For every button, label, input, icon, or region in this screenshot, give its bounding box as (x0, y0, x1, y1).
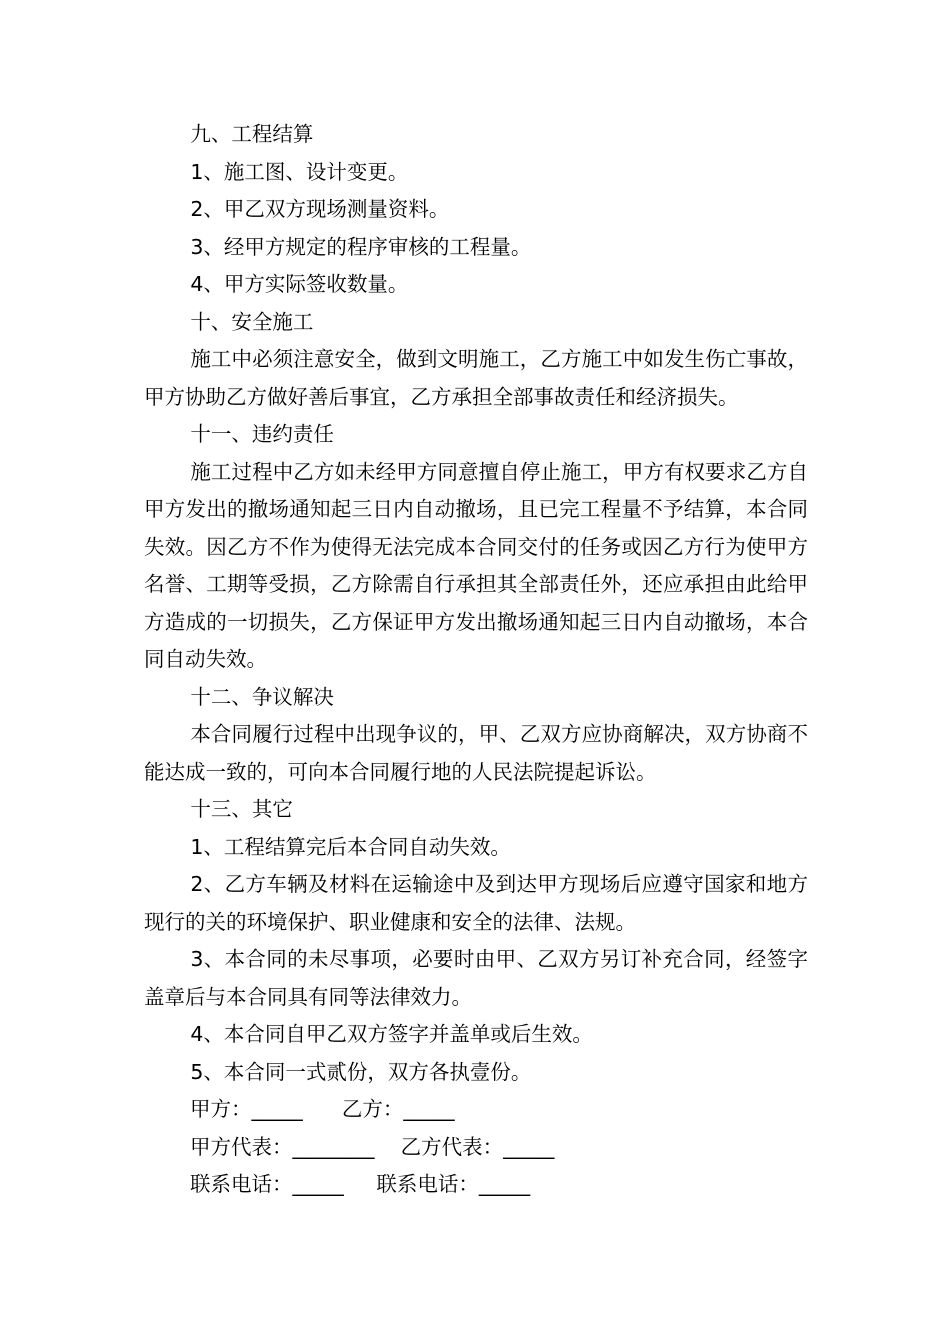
other-item-5: 5、本合同一式贰份，双方各执壹份。 (190, 1059, 532, 1084)
safety-paragraph: 施工中必须注意安全，做到文明施工，乙方施工中如发生伤亡事故，甲方协助乙方做好善后事宜，乙方承担全部事故责任和经济损失。 (144, 347, 808, 409)
section-heading-safety: 十、安全施工 (190, 309, 314, 334)
signature-representative-line: 甲方代表：________ 乙方代表：_____ (190, 1134, 555, 1159)
breach-paragraph: 施工过程中乙方如未经甲方同意擅自停止施工，甲方有权要求乙方自甲方发出的撤场通知起三日内自动撤场，且已完工程量不予结算，本合同失效。因乙方不作为使得无法完成本合同交付的任务或因乙方行为使甲方名誉、工期等受损，乙方除需自行承担其全部责任外，还应承担由此给甲方造成的一切损失，乙方保证甲方发出撤场通知起三日内自动撤场，本合同自动失效。 (144, 459, 808, 671)
dispute-paragraph: 本合同履行过程中出现争议的，甲、乙双方应协商解决，双方协商不能达成一致的，可向本合同履行地的人民法院提起诉讼。 (144, 722, 808, 784)
other-item-3: 3、本合同的未尽事项，必要时由甲、乙双方另订补充合同，经签字盖章后与本合同具有同等法律效力。 (144, 947, 808, 1009)
section-heading-breach: 十一、违约责任 (190, 422, 334, 446)
settlement-item-1: 1、施工图、设计变更。 (190, 159, 409, 184)
section-heading-other: 十三、其它 (190, 797, 293, 821)
other-item-2: 2、乙方车辆及材料在运输途中及到达甲方现场后应遵守国家和地方现行的关的环境保护、职业健康和安全的法律、法规。 (144, 872, 808, 934)
settlement-item-2: 2、甲乙双方现场测量资料。 (190, 197, 450, 221)
settlement-item-4: 4、甲方实际签收数量。 (190, 272, 409, 296)
other-item-1: 1、工程结算完后本合同自动失效。 (190, 834, 511, 859)
section-heading-settlement: 九、工程结算 (190, 122, 314, 146)
other-item-4: 4、本合同自甲乙双方签字并盖单或后生效。 (190, 1022, 593, 1046)
settlement-item-3: 3、经甲方规定的程序审核的工程量。 (190, 234, 532, 259)
section-heading-dispute: 十二、争议解决 (190, 684, 334, 709)
signature-phone-line: 联系电话：_____ 联系电话：_____ (190, 1172, 531, 1196)
contract-page (144, 116, 808, 1204)
signature-party-line: 甲方：_____ 乙方：_____ (190, 1097, 455, 1121)
